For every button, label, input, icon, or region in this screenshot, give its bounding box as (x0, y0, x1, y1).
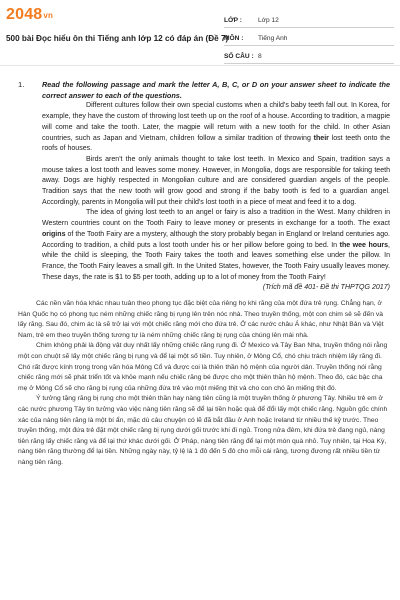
meta-row-subject (224, 28, 394, 46)
question-body (42, 80, 390, 294)
page-header (0, 0, 400, 62)
passage-text: Different cultures follow their own special customs when a child's baby teeth fall out. In Korea, for example, they have the custom of throwing lost teeth up on the roof of a house. According to tradition, a magpie will come and take the tooth. Later, the magpie will return with a new tooth for the child. In other Asian countries, such as Japan and Vietnam, children follow a similar tradition of throwing (42, 102, 390, 142)
meta-table (224, 10, 394, 64)
passage-text: , while the child is sleeping, the Tooth Fairy takes the tooth and leaves something else under the pillow. In France, the Tooth Fairy leaves a small gift. In the United States, however, the Tooth Fairy usually leaves money. These days, the rate is $1 to $5 per tooth, adding up to a lot of money from the Tooth Fairy! (42, 241, 391, 281)
meta-value: Tiếng Anh (258, 35, 288, 42)
header-divider (0, 65, 400, 66)
passage-paragraph (42, 208, 390, 283)
meta-value: 8 (258, 53, 262, 60)
question-instruction: Read the following passage and mark the letter A, B, C, or D on your answer sheet to indicate the correct answer to each of the questions. (42, 80, 390, 100)
translation-paragraph: Các nền văn hóa khác nhau tuân theo phong tục đặc biệt của riêng họ khi răng của một đứa trẻ rụng. Chẳng hạn, ở Hàn Quốc họ có phong tục ném những chiếc răng bị rụng lên trên nóc nhà. Theo truyền thống, một con chim sẻ sẽ đến và lấy răng. Sau đó, chim ác là sẽ trở lại với một chiếc răng mới cho đứa trẻ. Ở các nước châu Á khác, như Nhật Bản và Việt Nam, trẻ em theo truyền thống tương tự là ném những chiếc răng bị rụng của chúng lên mái nhà. (18, 300, 384, 339)
highlight-word: origins (42, 230, 66, 238)
page-title: 500 bài Đọc hiểu ôn thi Tiếng anh lớp 12 có đáp án (Đề 7) (6, 34, 229, 43)
logo-suffix: vn (43, 11, 54, 20)
meta-label: SỐ CÂU : (224, 53, 254, 60)
question-block (18, 80, 390, 469)
site-logo[interactable] (6, 6, 53, 24)
meta-label: LỚP : (224, 17, 242, 24)
passage-paragraph: Birds aren't the only animals thought to take lost teeth. In Mexico and Spain, tradition says a mouse takes a lost tooth and leaves some money. However, in Mongolia, dogs are responsible for taking teeth away. Dogs are highly respected in Mongolian culture and are considered guardian angels of the people. Tradition says that the new tooth will grow good and strong if the baby tooth is fed to a guardian angel. Accordingly, parents in Mongolia will put their child's lost tooth in a piece of meat and feed it to a dog. (42, 155, 390, 206)
translation-paragraph: Ý tưởng tặng răng bị rụng cho một thiên thần hay nàng tiên cũng là một truyền thống ở phương Tây. Nhiều trẻ em ở các nước phương Tây tin tưởng vào việc nàng tiên răng sẽ để lại tiền hoặc quà để đổi lấy một chiếc răng. Nguồn gốc chính xác của nàng tiên răng là một bí ẩn, mặc dù câu chuyện có lẽ đã bắt đầu ở Anh hoặc Ireland từ nhiều thế kỷ trước. Theo truyền thống, một đứa trẻ đặt một chiếc răng bị rụng dưới gối trước khi đi ngủ. Trong nửa đêm, khi đứa trẻ đang ngủ, nàng tiên răng lấy chiếc răng và để lại thứ khác dưới gối. Ở Pháp, nàng tiên răng để lại một món quà nhỏ. Tuy nhiên, tại Hoa Kỳ, nàng tiên răng thường để lại tiền. Những ngày này, tỷ lệ là 1 đô đến 5 đô cho mỗi cái răng, tương đương rất nhiều tiền từ nàng tiên răng. (18, 395, 388, 466)
translation-paragraph: Chim không phải là động vật duy nhất lấy những chiếc răng rụng đi. Ở Mexico và Tây Ban Nha, truyền thống nói rằng một con chuột sẽ lấy một chiếc răng bị rụng và để lại một số tiền. Tuy nhiên, ở Mông Cổ, chó chịu trách nhiệm lấy răng đi. Chó rất được kính trọng trong văn hóa Mông Cổ và được coi là thiên thần hộ mệnh của người dân. Truyền thống nói rằng chiếc răng mới sẽ phát triển tốt và khỏe mạnh nếu chiếc răng bé được cho một thiên thần hộ mệnh. Theo đó, các bậc cha mẹ ở Mông Cổ sẽ cho răng bị rụng của những đứa trẻ vào một miếng thịt và cho con chó ăn miếng thịt đó. (18, 342, 388, 392)
passage-text: The idea of giving lost teeth to an angel or fairy is also a tradition in the West. Many children in Western countries count on the Tooth Fairy to leave money or presents in exchange for a tooth. The exact (42, 209, 390, 228)
highlight-word: their (313, 134, 329, 142)
meta-label: MÔN : (224, 35, 244, 42)
meta-row-count (224, 46, 394, 64)
logo-number: 2048 (6, 6, 43, 23)
question-number: 1. (18, 80, 25, 89)
meta-row-class (224, 10, 394, 28)
meta-value: Lớp 12 (258, 17, 279, 24)
passage-text: of the Tooth Fairy are a mystery, although the story probably began in England or Ireland centuries ago. According to tradition, a child puts a lost tooth under his or her pillow before going to bed. In (42, 230, 390, 249)
highlight-word: the wee hours (339, 241, 389, 249)
passage-paragraph (42, 101, 390, 155)
translation-block (18, 299, 390, 469)
passage-text: lost teeth onto the roofs of houses. (42, 134, 390, 153)
source-citation: (Trích mã đề 401- Đề thi THPTQG 2017) (262, 284, 390, 292)
